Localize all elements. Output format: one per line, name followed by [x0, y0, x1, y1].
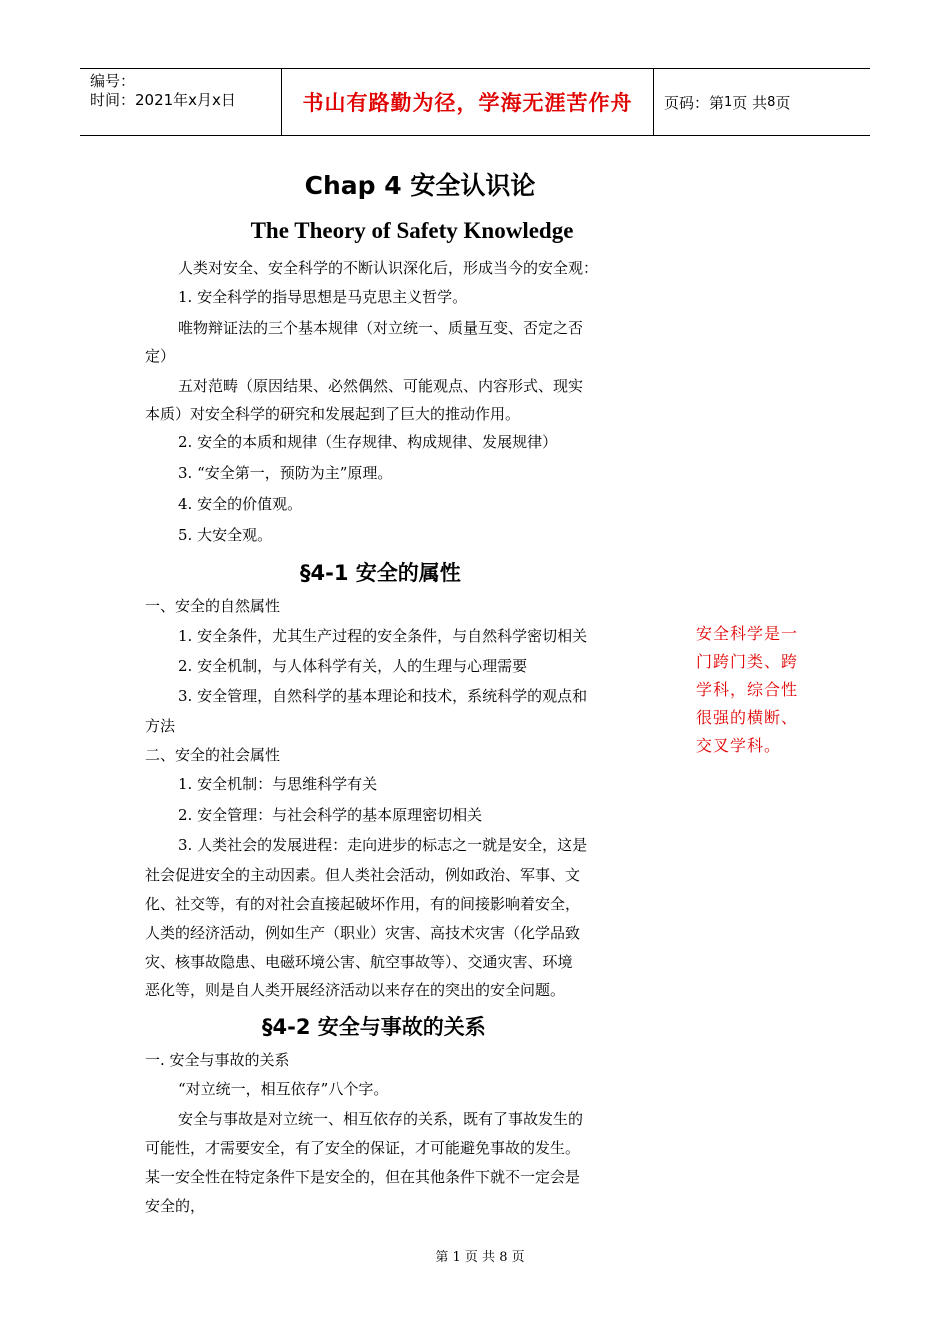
- intro-line: 3. “安全第一，预防为主”原理。: [178, 464, 393, 482]
- intro-line: 2. 安全的本质和规律（生存规律、构成规律、发展规律）: [178, 433, 558, 451]
- section1-line: 1. 安全条件，尤其生产过程的安全条件，与自然科学密切相关: [178, 627, 588, 645]
- intro-line: 本质）对安全科学的研究和发展起到了巨大的推动作用。: [145, 405, 521, 423]
- section2-line: 安全的，: [145, 1197, 206, 1215]
- section1-line: 3. 安全管理，自然科学的基本理论和技术，系统科学的观点和: [178, 687, 588, 705]
- section2-line: 某一安全性在特定条件下是安全的，但在其他条件下就不一定会是: [145, 1168, 581, 1186]
- section1-line: 2. 安全管理：与社会科学的基本原理密切相关: [178, 806, 483, 824]
- intro-line: 4. 安全的价值观。: [178, 495, 303, 513]
- page-prefix: 页码：第: [664, 93, 725, 112]
- section-heading-4-1: §4-1 安全的属性: [300, 561, 461, 585]
- footer-mid: 页 共: [464, 1250, 496, 1265]
- page-footer: [0, 1246, 950, 1265]
- intro-line: 定）: [145, 347, 176, 365]
- header-table: [80, 68, 870, 136]
- footer-prefix: 第: [435, 1250, 449, 1265]
- section2-line: 可能性，才需要安全，有了安全的保证，才可能避免事故的发生。: [145, 1139, 581, 1157]
- header-motto: 书山有路勤为径，学海无涯苦作舟: [282, 69, 654, 135]
- section1-line: 1. 安全机制：与思维科学有关: [178, 775, 378, 793]
- section1-line: 化、社交等，有的对社会直接起破坏作用，有的间接影响着安全，: [145, 895, 581, 913]
- section-heading-4-2: §4-2 安全与事故的关系: [262, 1015, 486, 1039]
- intro-line: 人类对安全、安全科学的不断认识深化后，形成当今的安全观：: [178, 259, 599, 277]
- time-label: 时间：2021年x月x日: [90, 91, 236, 109]
- footer-page-number: 1: [452, 1250, 461, 1265]
- page-number: 1: [724, 94, 733, 110]
- section2-line: 安全与事故是对立统一、相互依存的关系，既有了事故发生的: [178, 1110, 584, 1128]
- intro-line: 唯物辩证法的三个基本规律（对立统一、质量互变、否定之否: [178, 319, 584, 337]
- page-mid: 页 共: [732, 93, 768, 112]
- footer-suffix: 页: [511, 1250, 525, 1265]
- section1-line: 二、安全的社会属性: [145, 746, 281, 764]
- side-note: 安全科学是一门跨门类、跨学科，综合性很强的横断、交叉学科。: [696, 624, 799, 755]
- section2-line: “对立统一，相互依存”八个字。: [178, 1080, 389, 1098]
- header-meta-cell: [80, 69, 282, 135]
- number-label: 编号：: [90, 72, 136, 90]
- section1-line: 3. 人类社会的发展进程：走向进步的标志之一就是安全，这是: [178, 836, 588, 854]
- intro-line: 5. 大安全观。: [178, 526, 273, 544]
- section1-line: 2. 安全机制，与人体科学有关，人的生理与心理需要: [178, 657, 528, 675]
- section2-line: 一. 安全与事故的关系: [145, 1051, 290, 1069]
- section1-line: 恶化等，则是自人类开展经济活动以来存在的突出的安全问题。: [145, 981, 566, 999]
- page-total: 8: [767, 94, 776, 110]
- section1-line: 社会促进安全的主动因素。但人类社会活动，例如政治、军事、文: [145, 866, 581, 884]
- page-suffix: 页: [775, 93, 791, 112]
- section1-line: 一、安全的自然属性: [145, 597, 281, 615]
- chapter-title: Chap 4 安全认识论: [304, 171, 536, 200]
- header-page-info: [654, 69, 870, 135]
- section1-line: 方法: [145, 717, 176, 735]
- intro-line: 1. 安全科学的指导思想是马克思主义哲学。: [178, 288, 468, 306]
- section1-line: 灾、核事故隐患、电磁环境公害、航空事故等）、交通灾害、环境: [145, 953, 573, 971]
- footer-page-total: 8: [499, 1250, 508, 1265]
- intro-line: 五对范畴（原因结果、必然偶然、可能观点、内容形式、现实: [178, 377, 584, 395]
- section1-line: 人类的经济活动，例如生产（职业）灾害、高技术灾害（化学品致: [145, 924, 581, 942]
- english-title: The Theory of Safety Knowledge: [250, 218, 574, 243]
